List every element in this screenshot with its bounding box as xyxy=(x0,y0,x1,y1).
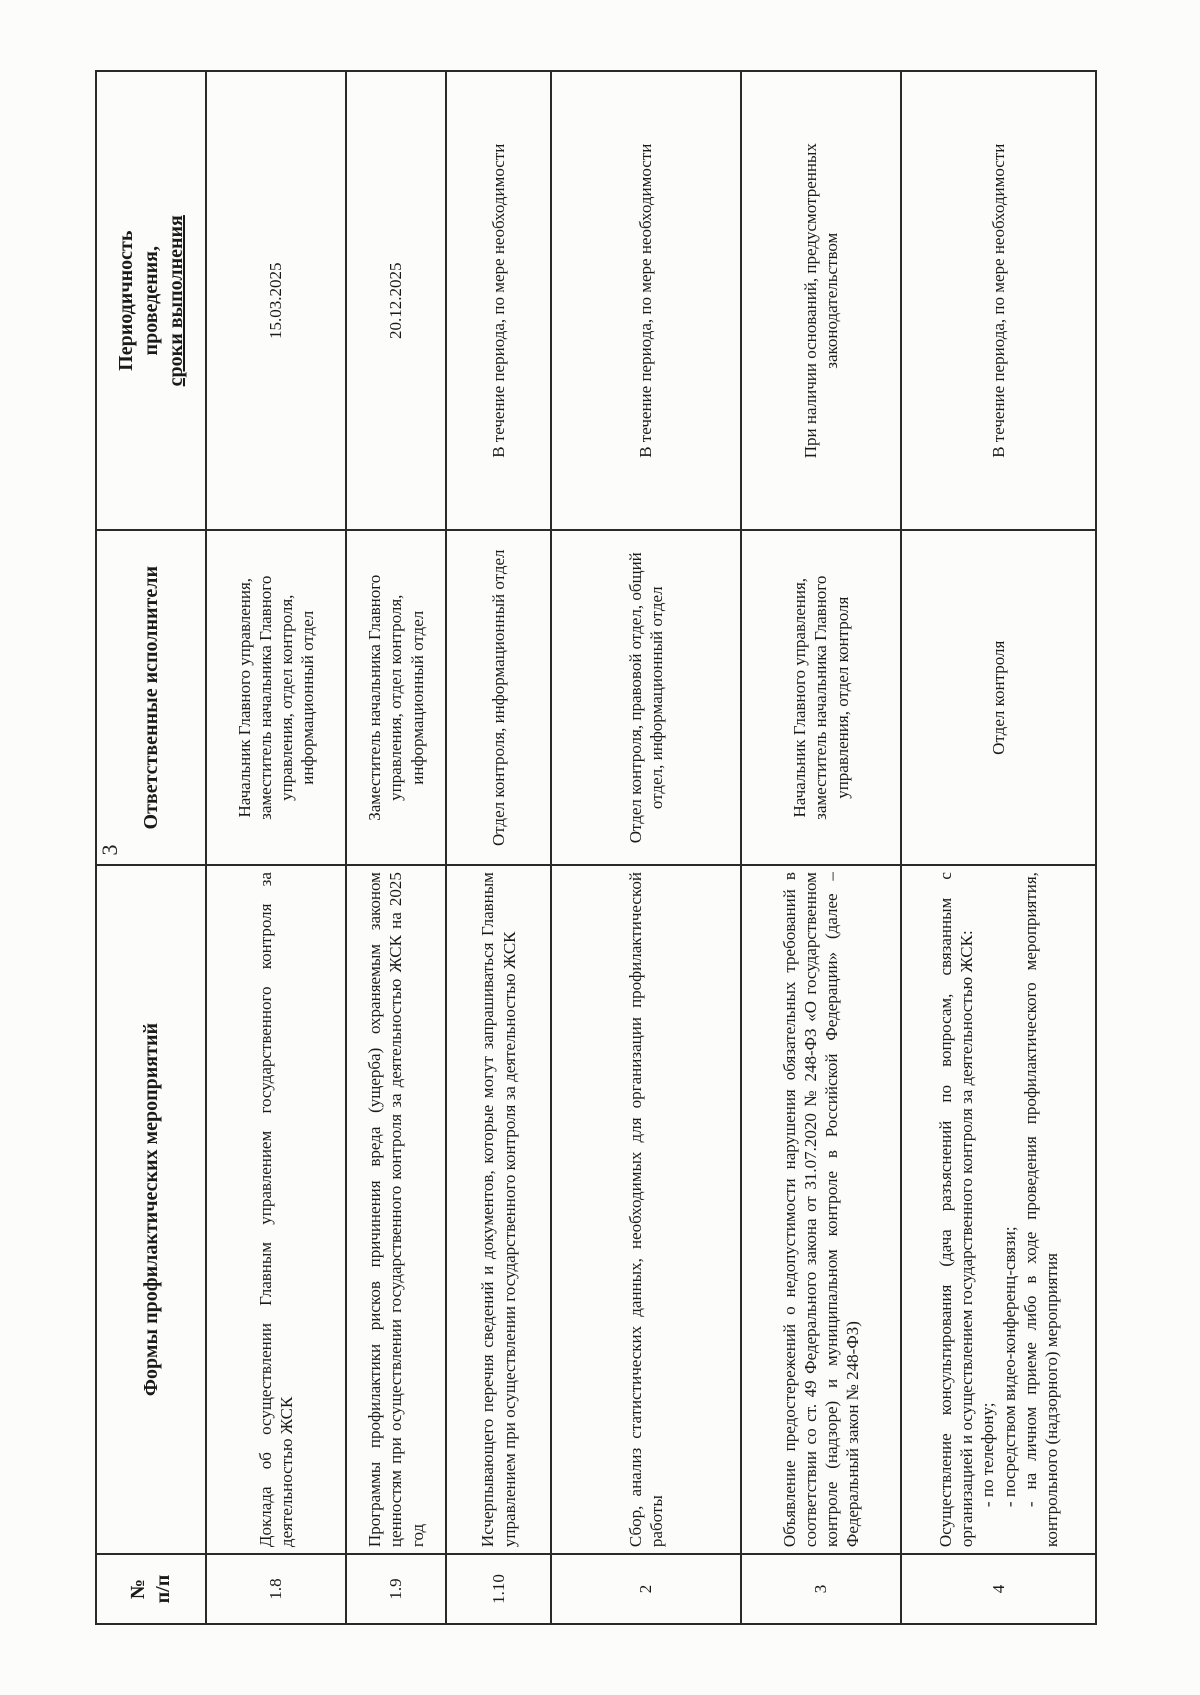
header-period-line-1: Периодичность xyxy=(114,230,137,371)
row-period: В течение периода, по мере необходимости xyxy=(446,71,551,530)
row-form: Сбор, анализ статистических данных, необходимых для организации профилактической работы xyxy=(551,865,741,1554)
row-period: В течение периода, по мере необходимости xyxy=(551,71,741,530)
header-period-line-2: проведения, xyxy=(139,246,162,356)
row-form: Доклада об осуществлении Главным управлением государственного контроля за деятельностью ЖСК xyxy=(206,865,346,1554)
row-responsible: Начальник Главного управления, заместитель начальника Главного управления, отдел контроля xyxy=(741,530,901,865)
row-period: 15.03.2025 xyxy=(206,71,346,530)
row-period: При наличии оснований, предусмотренных законодательством xyxy=(741,71,901,530)
row-responsible: Отдел контроля, правовой отдел, общий отдел, информационный отдел xyxy=(551,530,741,865)
prevention-plan-table xyxy=(95,70,1097,1625)
table-row xyxy=(206,71,346,1624)
row-form-list xyxy=(977,872,1062,1547)
header-num-line-2: п/п xyxy=(152,1574,174,1604)
row-period: В течение периода, по мере необходимости xyxy=(901,71,1096,530)
row-period: 20.12.2025 xyxy=(346,71,446,530)
header-num xyxy=(96,1554,206,1624)
row-number: 4 xyxy=(901,1554,1096,1624)
row-responsible: Отдел контроля xyxy=(901,530,1096,865)
table-row xyxy=(346,71,446,1624)
row-number: 3 xyxy=(741,1554,901,1624)
table-row xyxy=(551,71,741,1624)
header-period xyxy=(96,71,206,530)
row-form-list-item: - на личном приеме либо в ходе проведения профилактического мероприятия, контрольного (надзорного) мероприятия xyxy=(1020,872,1061,1548)
header-row xyxy=(96,71,206,1624)
row-form-list-item: - по телефону; xyxy=(978,1402,998,1508)
row-number: 1.9 xyxy=(346,1554,446,1624)
header-num-line-1: № xyxy=(127,1578,149,1600)
header-period-line-3: сроки выполнения xyxy=(164,215,187,387)
page-number: 3 xyxy=(97,844,122,856)
row-number: 1.10 xyxy=(446,1554,551,1624)
row-number: 2 xyxy=(551,1554,741,1624)
header-responsible: Ответственные исполнители xyxy=(96,530,206,865)
row-responsible: Начальник Главного управления, заместитель начальника Главного управления, отдел контроля, информационный отдел xyxy=(206,530,346,865)
row-responsible: Отдел контроля, информационный отдел xyxy=(446,530,551,865)
table-row xyxy=(901,71,1096,1624)
header-form: Формы профилактических мероприятий xyxy=(96,865,206,1554)
row-responsible: Заместитель начальника Главного управления, отдел контроля, информационный отдел xyxy=(346,530,446,865)
row-form-list-item: - посредством видео-конференц-связи; xyxy=(999,1226,1019,1508)
row-number: 1.8 xyxy=(206,1554,346,1624)
row-form: Объявление предостережений о недопустимости нарушения обязательных требований в соответствии со ст. 49 Федерального закона от 31.07.2020 № 248-ФЗ «О государственном контроле (надзоре) и муниципальном контроле в Российской Федерации» (далее – Федеральный закон № 248-ФЗ) xyxy=(741,865,901,1554)
row-form: Исчерпывающего перечня сведений и документов, которые могут запрашиваться Главным управлением при осуществлении государственного контроля за деятельностью ЖСК xyxy=(446,865,551,1554)
row-form: Программы профилактики рисков причинения вреда (ущерба) охраняемым законом ценностям при осуществлении государственного контроля за деятельностью ЖСК на 2025 год xyxy=(346,865,446,1554)
table-row xyxy=(446,71,551,1624)
row-form-intro: Осуществление консультирования (дача разъяснений по вопросам, связанным с организацией и осуществлением государственного контроля за деятельностью ЖСК: xyxy=(935,872,976,1548)
rotated-table-wrapper xyxy=(95,70,1095,1625)
row-form xyxy=(901,865,1096,1554)
table-row xyxy=(741,71,901,1624)
